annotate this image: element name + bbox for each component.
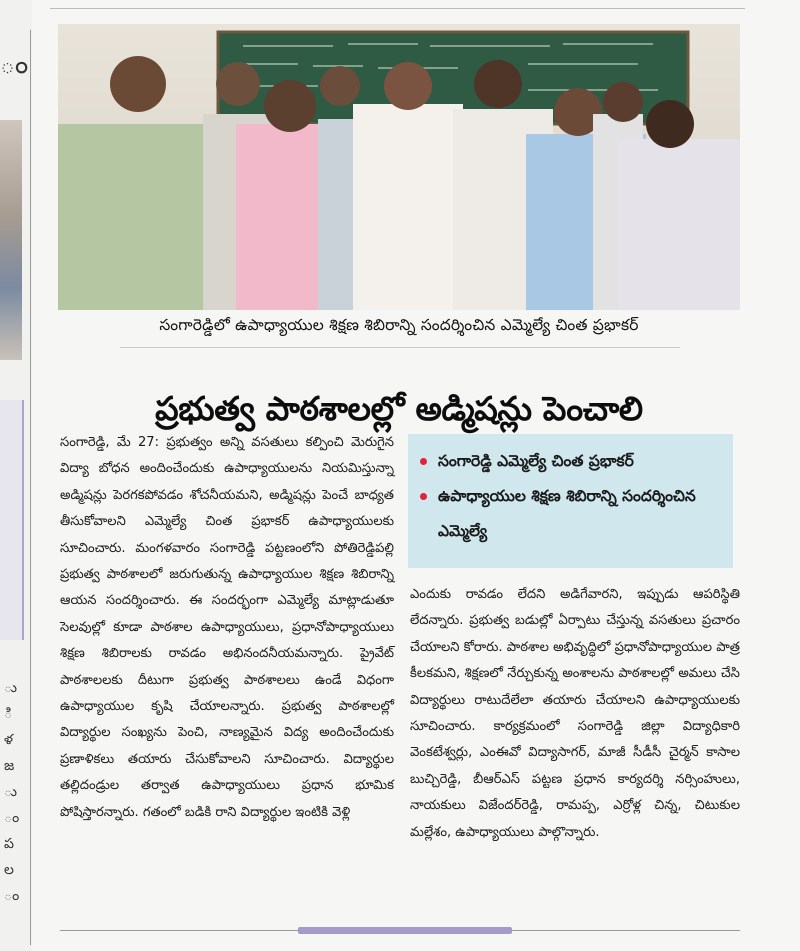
highlights-list [408, 434, 733, 549]
neighbor-glyph: ల [4, 862, 14, 878]
bullet-icon [420, 493, 427, 500]
article-body-right [410, 582, 740, 846]
top-rule [50, 8, 745, 9]
bullet-icon [420, 458, 427, 465]
neighbor-glyph: ళ [4, 732, 14, 748]
neighbor-glyph: ు [4, 784, 17, 800]
neighbor-glyph: ు [4, 680, 17, 696]
photo-caption: సంగారెడ్డిలో ఉపాధ్యాయుల శిక్షణ శిబిరాన్ని సందర్శించిన ఎమ్మెల్యే చింత ప్రభాకర్ [159, 316, 639, 334]
section-accent-bar [298, 927, 512, 934]
neighbor-glyph: ం [4, 888, 20, 904]
neighbor-box-fragment [0, 400, 24, 640]
column-divider [30, 30, 31, 945]
neighbor-glyph: జ [4, 758, 15, 774]
group-photo-illustration [58, 24, 740, 310]
highlight-item [418, 444, 723, 479]
article-body-left [60, 430, 394, 826]
headline: ప్రభుత్వ పాఠశాలల్లో అడ్మిషన్లు పెంచాలి [155, 389, 643, 429]
highlights-box [408, 434, 733, 568]
neighbor-glyph: ప [4, 836, 14, 852]
neighbor-top-glyph: ం [0, 50, 29, 80]
neighbor-glyph: ి [4, 706, 13, 722]
highlight-item [418, 479, 723, 549]
news-photo [58, 24, 740, 310]
neighbor-column-strip [0, 0, 32, 951]
neighbor-photo-fragment [0, 120, 22, 360]
caption-rule [120, 347, 680, 348]
body-paragraph: ఎందుకు రావడం లేదని అడిగేవారని, ఇప్పుడు ఆపరిస్థితి లేదన్నారు. ప్రభుత్వ బడుల్లో ఏర్పాటు చేస్తున్న వసతులు ప్రచారం చేయాలని కోరారు. పాఠశాల అభివృద్ధిలో ప్రధానోపాధ్యాయుల పాత్ర కీలకమని, శిక్షణలో నేర్చుకున్న అంశాలను పాఠశాలల్లో అమలు చేసి విద్యార్థులు రాటుదేలేలా తయారు చేయాలని ఉపాధ్యాయులకు సూచించారు. కార్యక్రమంలో సంగారెడ్డి జిల్లా విద్యాధికారి వెంకటేశ్వర్లు, ఎంఈవో విద్యాసాగర్, మాజీ సీడీసీ చైర్మన్ కాసాల బుచ్చిరెడ్డి, బీఆర్ఎస్ పట్టణ ప్రధాన కార్యదర్శి నర్సింహులు, నాయకులు విజేందర్‌రెడ్డి, రామప్ప, ఎర్రోళ్ల చిన్న, చిటుకుల మల్లేశం, ఉపాధ్యాయులు పాల్గొన్నారు. [410, 587, 740, 840]
highlight-text: సంగారెడ్డి ఎమ్మెల్యే చింత ప్రభాకర్ [438, 452, 634, 470]
body-text-left: ప్రభుత్వం అన్ని వసతులు కల్పించి మెరుగైన విద్యా బోధన అందించేందుకు ఉపాధ్యాయులను నియమిస్తున్నా అడ్మిషన్లు పెరగకపోవడం శోచనీయమని, అడ్మిషన్లు పెంచే బాధ్యత తీసుకోవాలని ఎమ్మెల్యే చింత ప్రభాకర్ ఉపాధ్యాయులకు సూచించారు. మంగళవారం సంగారెడ్డి పట్టణంలోని పోతిరెడ్డిపల్లి ప్రభుత్వ పాఠశాలలో జరుగుతున్న ఉపాధ్యాయుల శిక్షణ శిబిరాన్ని ఆయన సందర్శించారు. ఈ సందర్భంగా ఎమ్మెల్యే మాట్లాడుతూ సెలవుల్లో కూడా పాఠశాల ఉపాధ్యాయులు, ప్రధానోపాధ్యాయులు శిక్షణ శిబిరాలకు రావడం అభినందనీయమన్నారు. ప్రైవేట్ పాఠశాలలకు దీటుగా ప్రభుత్వ పాఠశాలలు ఉండే విధంగా ఉపాధ్యాయుల కృషి చేయాలన్నారు. ప్రభుత్వ పాఠశాలల్లో విద్యార్థుల సంఖ్యను పెంచి, నాణ్యమైన విద్య అందించేందుకు ప్రణాళికలు తయారు చేసుకోవాలని సూచించారు. విద్యార్థుల తల్లిదండ్రుల తర్వాత ఉపాధ్యాయులు ప్రధాన భూమిక పోషిస్తారన్నారు. గతంలో బడికి రాని విద్యార్థుల ఇంటికి వెళ్లి [60, 435, 394, 820]
dateline: సంగారెడ్డి, మే 27: [60, 435, 160, 450]
neighbor-glyph: ం [4, 810, 20, 826]
body-paragraph [60, 430, 394, 826]
highlight-text: ఉపాధ్యాయుల శిక్షణ శిబిరాన్ని సందర్శించిన ఎమ్మెల్యే [438, 487, 696, 540]
